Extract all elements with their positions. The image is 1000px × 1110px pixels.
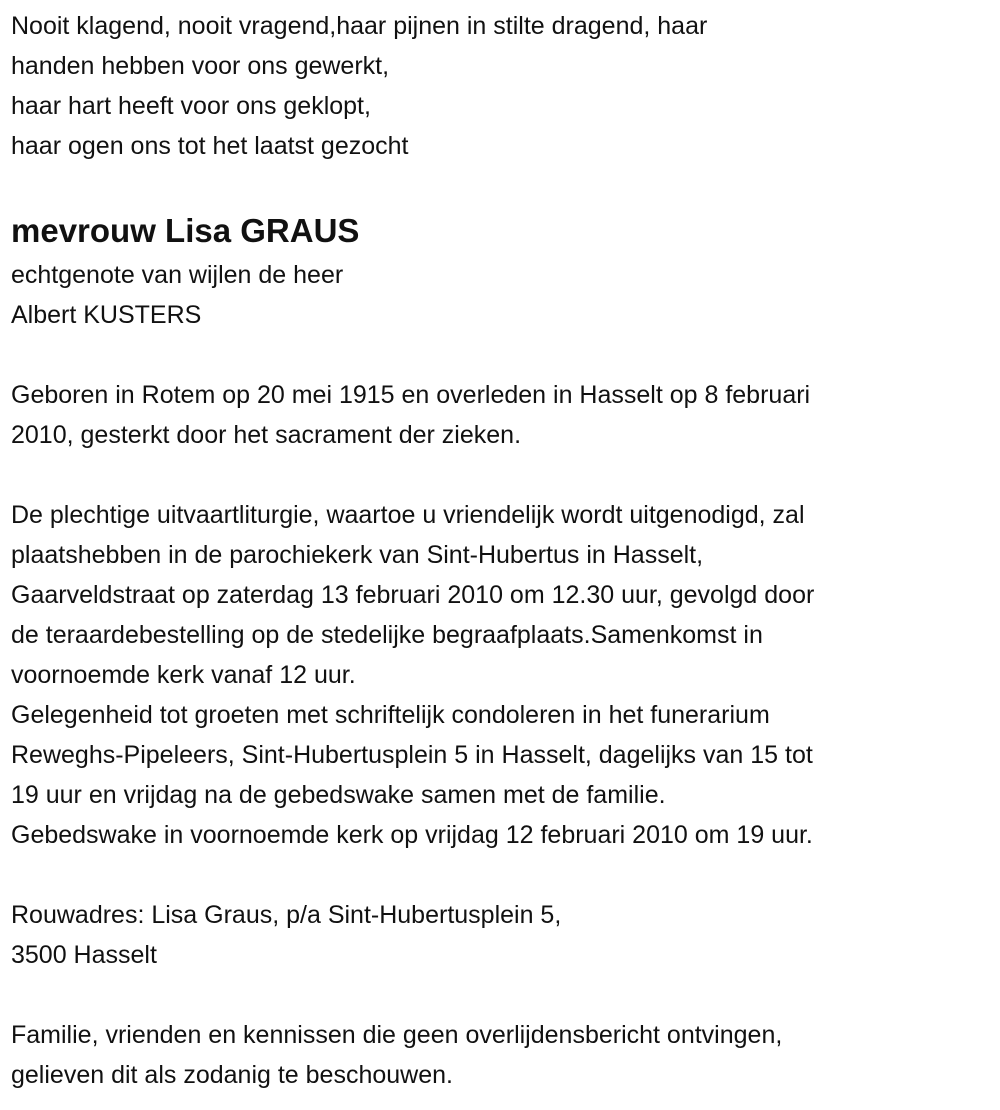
poem bbox=[11, 6, 1000, 166]
closing-line: Familie, vrienden en kennissen die geen overlijdensbericht ontvingen, bbox=[11, 1021, 783, 1049]
spacer bbox=[11, 975, 1000, 1015]
spouse-line: Albert KUSTERS bbox=[11, 301, 202, 329]
poem-line: haar ogen ons tot het laatst gezocht bbox=[11, 132, 409, 160]
funeral-line: plaatshebben in de parochiekerk van Sint-Hubertus in Hasselt, bbox=[11, 541, 704, 569]
address-line: 3500 Hasselt bbox=[11, 941, 157, 969]
spacer bbox=[11, 335, 1000, 375]
birth-death-info bbox=[11, 375, 1000, 455]
funeral-line: voornoemde kerk vanaf 12 uur. bbox=[11, 661, 356, 689]
spacer bbox=[11, 166, 1000, 206]
spacer bbox=[11, 855, 1000, 895]
funeral-line: de teraardebestelling op de stedelijke begraafplaats.Samenkomst in bbox=[11, 621, 763, 649]
funeral-line: Gelegenheid tot groeten met schriftelijk condoleren in het funerarium bbox=[11, 701, 770, 729]
funeral-line: Gaarveldstraat op zaterdag 13 februari 2010 om 12.30 uur, gevolgd door bbox=[11, 581, 815, 609]
deceased-name: mevrouw Lisa GRAUS bbox=[11, 212, 360, 249]
funeral-line: Gebedswake in voornoemde kerk op vrijdag 12 februari 2010 om 19 uur. bbox=[11, 821, 813, 849]
address-line: Rouwadres: Lisa Graus, p/a Sint-Hubertusplein 5, bbox=[11, 901, 562, 929]
funeral-info bbox=[11, 495, 1000, 855]
birth-death-line: 2010, gesterkt door het sacrament der zieken. bbox=[11, 421, 522, 449]
spacer bbox=[11, 455, 1000, 495]
mourning-address bbox=[11, 895, 1000, 975]
funeral-line: Reweghs-Pipeleers, Sint-Hubertusplein 5 in Hasselt, dagelijks van 15 tot bbox=[11, 741, 813, 769]
birth-death-line: Geboren in Rotem op 20 mei 1915 en overleden in Hasselt op 8 februari bbox=[11, 381, 811, 409]
closing-note bbox=[11, 1015, 1000, 1095]
closing-line: gelieven dit als zodanig te beschouwen. bbox=[11, 1061, 453, 1089]
spouse-line: echtgenote van wijlen de heer bbox=[11, 261, 344, 289]
funeral-line: De plechtige uitvaartliturgie, waartoe u vriendelijk wordt uitgenodigd, zal bbox=[11, 501, 805, 529]
poem-line: haar hart heeft voor ons geklopt, bbox=[11, 92, 371, 120]
poem-line: handen hebben voor ons gewerkt, bbox=[11, 52, 390, 80]
funeral-line: 19 uur en vrijdag na de gebedswake samen met de familie. bbox=[11, 781, 666, 809]
poem-line: Nooit klagend, nooit vragend,haar pijnen in stilte dragend, haar bbox=[11, 12, 708, 40]
spouse-info bbox=[11, 255, 1000, 335]
